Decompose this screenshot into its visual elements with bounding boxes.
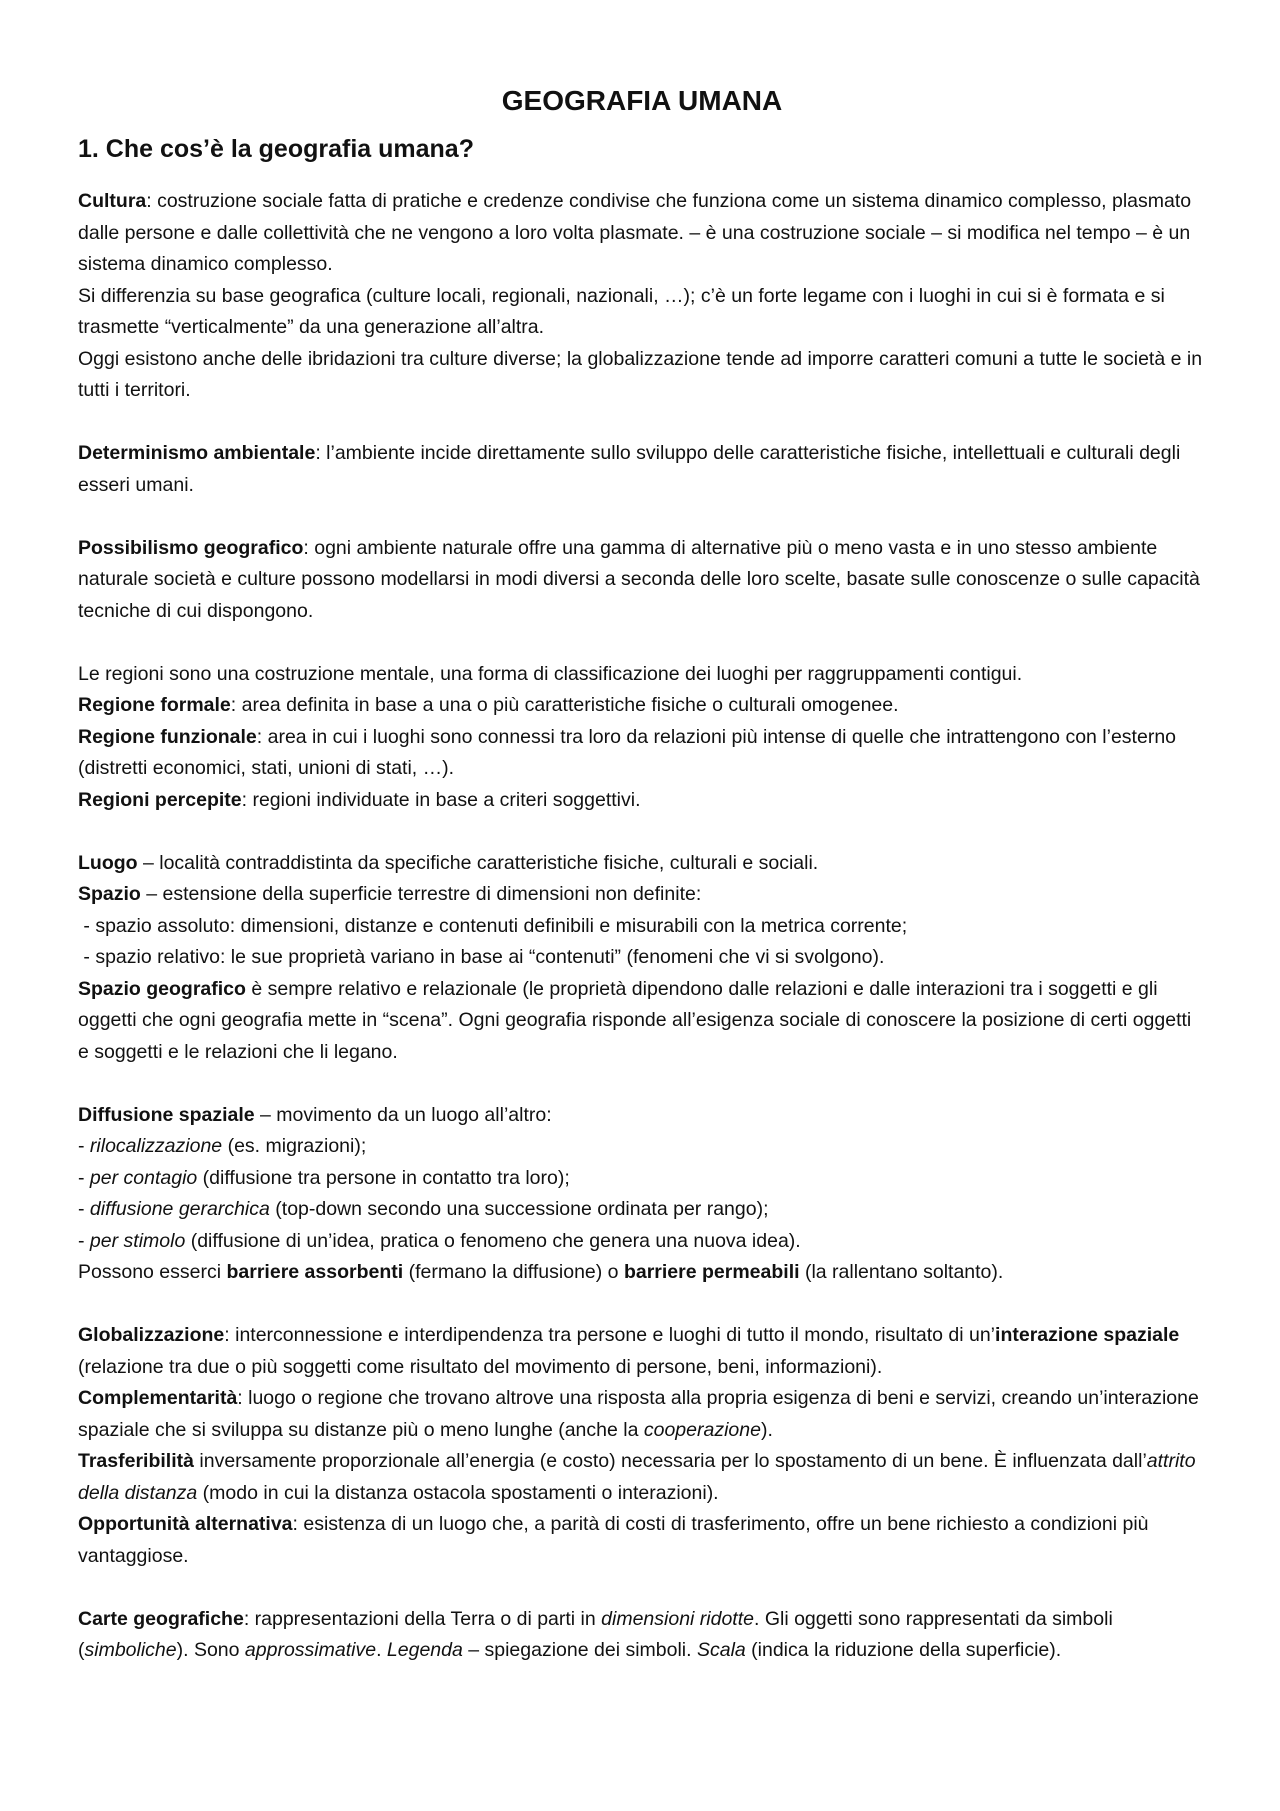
list-item: - diffusione gerarchica (top-down secondo una successione ordinata per rango); [78,1198,769,1220]
paragraph-diffusione: Diffusione spaziale – movimento da un luogo all’altro: [78,1103,552,1126]
list-item: - per stimolo (diffusione di un’idea, pratica o fenomeno che genera una nuova idea). [78,1229,801,1252]
term-determinismo: Determinismo ambientale [78,442,316,464]
list-item-spazio-assoluto: - spazio assoluto: dimensioni, distanze e contenuti definibili e misurabili con la metrica corrente; [78,914,908,937]
paragraph-regione-formale: Regione formale: area definita in base a una o più caratteristiche fisiche o culturali omogenee. [78,694,899,716]
paragraph-regione-funzionale: Regione funzionale: area in cui i luoghi sono connessi tra loro da relazioni più intense di quelle che intrattengono con l’esterno (distretti economici, stati, unioni di stati, …). [78,725,1177,779]
list-item: - per contagio (diffusione tra persone in contatto tra loro); [78,1166,570,1189]
paragraph-luogo: Luogo – località contraddistinta da specifiche caratteristiche fisiche, culturali e sociali. [78,851,819,874]
paragraph-cultura-2: Si differenzia su base geografica (culture locali, regionali, nazionali, …); c’è un forte legame con i luoghi in cui si è formata e si trasmette “verticalmente” da una generazione all’altra. [78,284,1165,338]
page-title: GEOGRAFIA UMANA [501,85,783,116]
paragraph-complementarita: Complementarità: luogo o regione che trovano altrove una risposta alla propria esigenza di beni e servizi, creando un’interazione spaziale che si sviluppa su distanze più o meno lunghe (anche la cooperazione). [78,1387,1199,1441]
paragraph-barriere: Possono esserci barriere assorbenti (fermano la diffusione) o barriere permeabili (la rallentano soltanto). [78,1261,1004,1283]
paragraph-cultura-3: Oggi esistono anche delle ibridazioni tra culture diverse; la globalizzazione tende ad imporre caratteri comuni a tutte le società e in tutti i territori. [78,347,1203,401]
paragraph-trasferibilita: Trasferibilità inversamente proporzionale all’energia (e costo) necessaria per lo spostamento di un bene. È influenzata dall’attrito della distanza (modo in cui la distanza ostacola spostamenti o interazioni). [78,1450,1196,1504]
list-item-spazio-relativo: - spazio relativo: le sue proprietà variano in base ai “contenuti” (fenomeni che vi si svolgono). [78,946,885,968]
paragraph-spazio-geografico: Spazio geografico è sempre relativo e relazionale (le proprietà dipendono dalle relazioni e dalle interazioni tra i soggetti e gli oggetti che ogni geografia mette in “scena”. Ogni geografia risponde all’esigenza sociale di conoscere la posizione di certi oggetti e soggetti e le relazioni che li legano. [78,977,1192,1063]
paragraph-spazio: Spazio – estensione della superficie terrestre di dimensioni non definite: [78,883,702,905]
paragraph-carte: Carte geografiche: rappresentazioni della Terra o di parti in dimensioni ridotte. Gli oggetti sono rappresentati da simboli (simboliche). Sono approssimative. Legenda – spiegazione dei simboli. Scala (indica la riduzione della superficie). [78,1607,1113,1661]
paragraph-cultura: Cultura: costruzione sociale fatta di pratiche e credenze condivise che funziona come un sistema dinamico complesso, plasmato dalle persone e dalle collettività che ne vengono a loro volta plasmate. – è una costruzione sociale – si modifica nel tempo – è un sistema dinamico complesso. [78,190,1192,275]
paragraph-regioni-percepite: Regioni percepite: regioni individuate in base a criteri soggettivi. [78,788,641,811]
document-page [78,78,1206,1667]
term-possibilismo: Possibilismo geografico [78,536,304,559]
paragraph-determinismo: Determinismo ambientale: l’ambiente incide direttamente sullo sviluppo delle caratteristiche fisiche, intellettuali e culturali degli esseri umani. [78,442,1181,496]
list-item: - rilocalizzazione (es. migrazioni); [78,1135,367,1157]
section-heading: 1. Che cos’è la geografia umana? [78,135,474,163]
paragraph-globalizzazione: Globalizzazione: interconnessione e interdipendenza tra persone e luoghi di tutto il mondo, risultato di un’interazione spaziale (relazione tra due o più soggetti come risultato del movimento di persone, beni, informazioni). [78,1324,1180,1378]
term-cultura: Cultura [78,190,147,212]
paragraph-regioni-intro: Le regioni sono una costruzione mentale, una forma di classificazione dei luoghi per raggruppamenti contigui. [78,662,1023,685]
paragraph-possibilismo: Possibilismo geografico: ogni ambiente naturale offre una gamma di alternative più o meno vasta e in uno stesso ambiente naturale società e culture possono modellarsi in modi diversi a seconda delle loro scelte, basate sulle conoscenze o sulle capacità tecniche di cui dispongono. [78,536,1200,622]
paragraph-opportunita: Opportunità alternativa: esistenza di un luogo che, a parità di costi di trasferimento, offre un bene richiesto a condizioni più vantaggiose. [78,1513,1149,1567]
